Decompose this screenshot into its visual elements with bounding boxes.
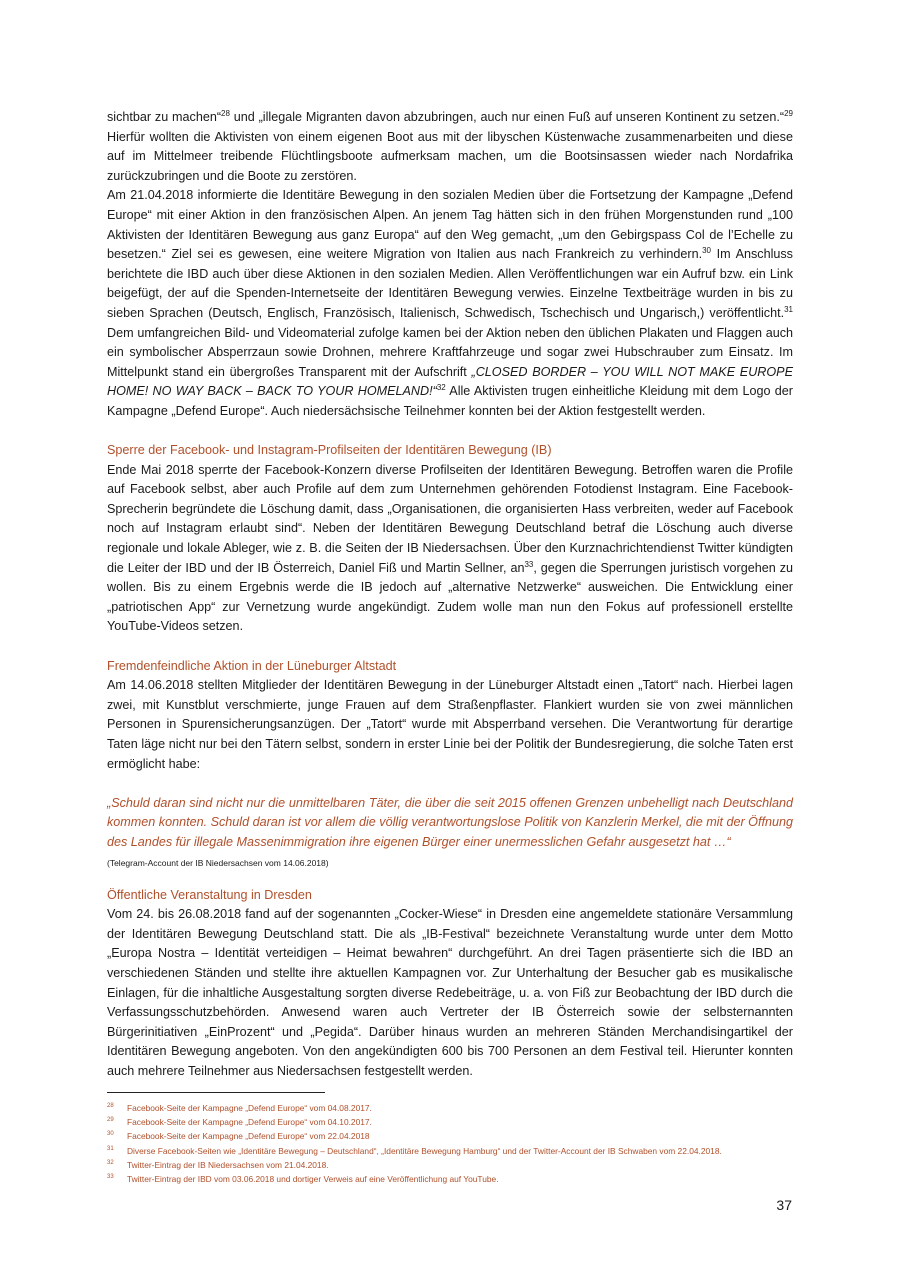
footnote-item (107, 1115, 797, 1129)
text-run: , gegen die Sperrungen juristisch vorgehen zu wollen. Bis zu einem Ergebnis werde die IB jedoch auf „alternative Netzwerke“ ausweichen. Die Entwicklung einer „patriotischen App“ zur Vernetzung wurde angekündigt. Zudem wolle man nun den Fokus auf professionell erstellte YouTube-Videos setzen. (107, 560, 793, 634)
footnotes (107, 1101, 797, 1186)
footnote-text: Facebook-Seite der Kampagne „Defend Europe“ vom 04.10.2017. (127, 1117, 372, 1128)
footnote-ref-33[interactable]: 33 (524, 559, 534, 569)
quote-source: (Telegram-Account der IB Niedersachsen vom 14.06.2018) (107, 857, 329, 868)
footnote-ref-31[interactable]: 31 (784, 304, 793, 314)
text-run: Alle Aktivisten trugen einheitliche Kleidung mit dem Logo der Kampagne „Defend Europe“. Auch niedersächsische Teilnehmer konnten bei der Aktion festgestellt werden. (107, 384, 794, 418)
footnote-number: 29 (107, 1117, 114, 1124)
paragraph-dresden: Vom 24. bis 26.08.2018 fand auf der sogenannten „Cocker-Wiese“ in Dresden eine angemeldete stationäre Versammlung der Identitären Bewegung Deutschland statt. Die als „IB-Festival“ bezeichnete Veranstaltung wurde unter dem Motto „Europa Nostra – Identität verteidigen – Heimat bewahren“ durchgeführt. An drei Tagen präsentierte sich die IBD an verschiedenen Ständen und stellte ihre aktuellen Kampagnen vor. Zur Unterhaltung der Besucher gab es musikalische Einlagen, für die inhaltliche Ausgestaltung sorgten diverse Redebeiträge, u. a. von Fiß zur Beobachtung der IBD durch die Verfassungsschutzbehörden. Anwesend waren auch Vertreter der IB Österreich sowie der selbsternannten Bürgerinitiativen „EinProzent“ und „Pegida“. Darüber hinaus wurden an mehreren Ständen Merchandisingartikel der Identitären Bewegung angeboten. Von den angekündigten 600 bis 700 Personen an dem Festival teil. Hierunter konnten auch mehrere Teilnehmer aus Niedersachsen festgestellt werden. (107, 907, 793, 1078)
spacer (107, 637, 793, 657)
banner-slogan: „CLOSED BORDER – YOU WILL NOT MAKE EUROPE HOME! NO WAY BACK – BACK TO YOUR HOMELAND!“ (107, 364, 793, 399)
text-run: und „illegale Migranten davon abzubringen, auch nur einen Fuß auf unseren Kontinent zu setzen.“ (229, 110, 785, 124)
section-heading-dresden: Öffentliche Veranstaltung in Dresden (107, 887, 312, 902)
text-run: Dem umfangreichen Bild- und Videomaterial zufolge kamen bei der Aktion neben den üblichen Plakaten und Flaggen auch ein symbolischer Absperrzaun sowie Drohnen, mehrere Kraftfahrzeuge und sogar zwei Hubschrauber zum Einsatz. Im Mittelpunkt stand ein übergroßes Transparent mit der Aufschrift (107, 325, 793, 379)
paragraph-alps-action (107, 186, 793, 421)
footnote-text: Facebook-Seite der Kampagne „Defend Europe“ vom 04.08.2017. (127, 1103, 372, 1113)
text-run: Ende Mai 2018 sperrte der Facebook-Konzern diverse Profilseiten der Identitären Bewegung. Betroffen waren die Profile auf Facebook selbst, aber auch Profile auf dem zum Unternehmen gehörenden Fotodienst Instagram. Eine Facebook-Sprecherin begründete die Löschung damit, dass „Organisationen, die organisierten Hass verbreiten, weder auf Facebook noch auf Instagram erlaubt sind“. Neben der Identitären Bewegung Deutschland betraf die Löschung auch diverse regionale und lokale Ableger, wie z. B. die Seiten der IB Niedersachsen. Über den Kurznachrichtendienst Twitter kündigten die Leiter der IBD und der IB Österreich, Daniel Fiß und Martin Sellner, an (107, 462, 793, 575)
footnote-text: Facebook-Seite der Kampagne „Defend Europe“ vom 22.04.2018 (127, 1131, 370, 1142)
paragraph-facebook-ban (107, 461, 793, 637)
footnote-item (107, 1158, 797, 1172)
footnote-number: 28 (107, 1103, 114, 1109)
text-run: Am 21.04.2018 informierte die Identitäre Bewegung in den sozialen Medien über die Fortsetzung der Kampagne „Defend Europe“ mit einer Aktion in den französischen Alpen. An jenem Tag hätten sich in den frühen Morgenstunden rund „100 Aktivisten der Identitären Bewegung aus ganz Europa“ auf den Weg gemacht, „um den Gebirgspass Col de l’Echelle zu besetzen.“ Ziel sei es gewesen, eine weitere Migration von Italien aus nach Frankreich zu verhindern. (107, 188, 793, 262)
footnote-separator (107, 1092, 325, 1093)
footnote-number: 30 (107, 1131, 114, 1138)
text-run: sichtbar zu machen“ (107, 110, 222, 124)
spacer (107, 774, 793, 794)
section-heading-facebook: Sperre der Facebook- und Instagram-Profilseiten der Identitären Bewegung (IB) (107, 443, 552, 458)
spacer (107, 422, 793, 442)
paragraph-boat-campaign (107, 108, 793, 186)
spacer (107, 869, 793, 886)
footnote-text: Twitter-Eintrag der IBD vom 03.06.2018 und dortiger Verweis auf eine Veröffentlichung auf YouTube. (127, 1174, 499, 1185)
section-heading-lueneburg: Fremdenfeindliche Aktion in der Lüneburger Altstadt (107, 658, 397, 673)
footnote-ref-30[interactable]: 30 (702, 245, 711, 255)
footnote-ref-29[interactable]: 29 (784, 108, 793, 118)
footnote-number: 32 (107, 1159, 114, 1166)
footnote-text: Twitter-Eintrag der IB Niedersachsen vom 21.04.2018. (127, 1159, 329, 1170)
text-run: Im Anschluss berichtete die IBD auch über diese Aktionen in den sozialen Medien. Allen Veröffentlichungen war ein Aufruf bzw. ein Link beigefügt, der auf die Spenden-Internetseite der Identitären Bewegung verwies. Einzelne Textbeiträge wurden in bis zu sieben Sprachen (Deutsch, Englisch, Französisch, Italienisch, Schwedisch, Tschechisch und Ungarisch,) veröffentlicht. (107, 247, 793, 320)
footnote-number: 33 (107, 1174, 114, 1181)
footnote-item (107, 1172, 797, 1186)
footnote-ref-28[interactable]: 28 (221, 108, 230, 118)
footnote-ref-32[interactable]: 32 (436, 383, 446, 393)
footnote-number: 31 (107, 1145, 114, 1152)
footnote-text: Diverse Facebook-Seiten wie „Identitäre Bewegung – Deutschland“, „Identitäre Bewegung Hamburg“ und der Twitter-Account der IB Schwaben vom 22.04.2018. (127, 1145, 722, 1156)
page-number: 37 (776, 1197, 792, 1213)
paragraph-lueneburg: Am 14.06.2018 stellten Mitglieder der Identitären Bewegung in der Lüneburger Altstadt einen „Tatort“ nach. Hierbei lagen zwei, mit Kunstblut verschmierte, junge Frauen auf dem Straßenpflaster. Flankiert wurden sie von zwei männlichen Personen in Spurensicherungsanzügen. Der „Tatort“ wurde mit Absperrband versehen. Die Verantwortung für derartige Taten läge nicht nur bei den Tätern selbst, sondern in erster Linie bei der Politik der Bundesregierung, die solche Taten erst ermöglicht habe: (107, 678, 793, 771)
footnote-item (107, 1101, 797, 1115)
footnote-item (107, 1129, 797, 1143)
body-column (107, 108, 793, 1082)
block-quote: „Schuld daran sind nicht nur die unmittelbaren Täter, die über die seit 2015 offenen Grenzen unbehelligt nach Deutschland kommen konnten. Schuld daran ist vor allem die völlig verantwortungslose Politik von Kanzlerin Merkel, die mit der Öffnung des Landes für illegale Massenimmigration ihre eigenen Bürger einer unermesslichen Gefahr ausgesetzt hat …“ (107, 795, 793, 849)
footnote-item (107, 1144, 797, 1158)
text-run: Hierfür wollten die Aktivisten von einem eigenen Boot aus mit der libyschen Küstenwache zusammenarbeiten und diese auf im Mittelmeer treibende Flüchtlingsboote aufmerksam machen, um die Bootsinsassen wieder nach Nordafrika zurückzubringen und die Boote zu zerstören. (107, 129, 793, 183)
